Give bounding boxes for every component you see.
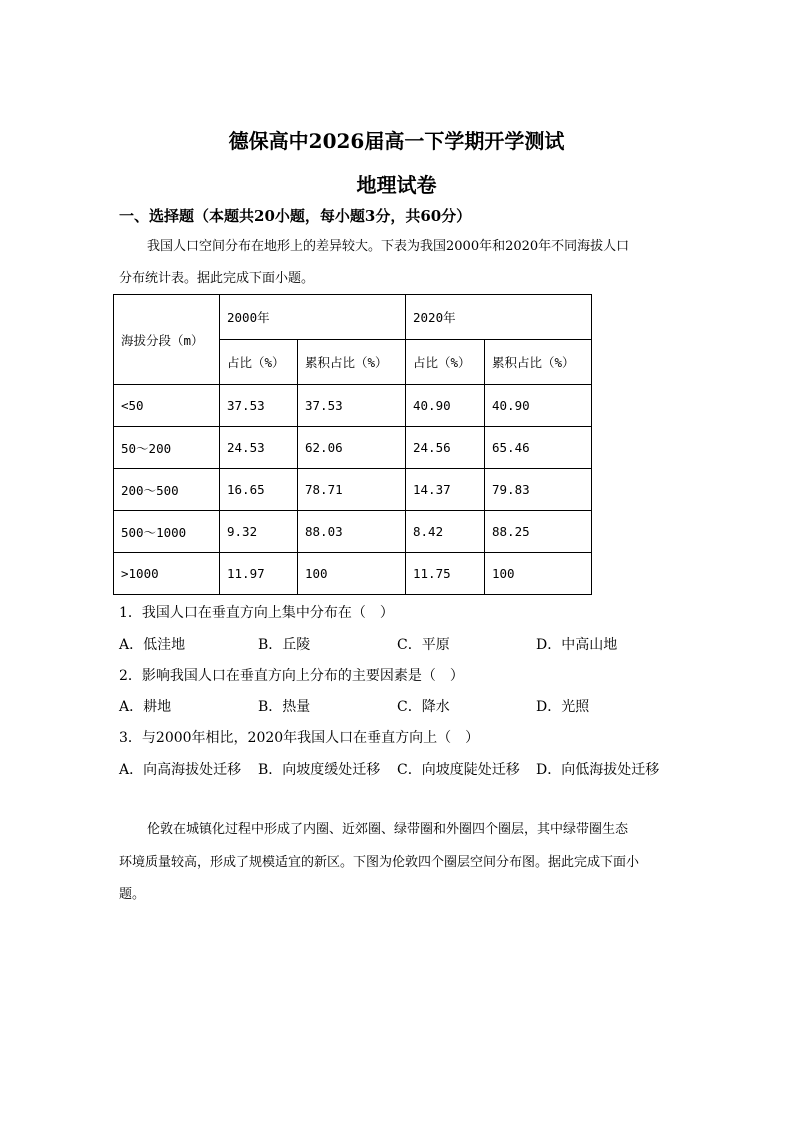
table-cell: 88.03 [298, 511, 406, 553]
table-cell: <50 [114, 385, 220, 427]
table-row [114, 469, 592, 511]
question-1-option-a[interactable]: A．低洼地 [119, 637, 186, 653]
table-header-row [114, 295, 592, 340]
passage-2-line-2: 环境质量较高，形成了规模适宜的新区。下图为伦敦四个圈层空间分布图。据此完成下面小 [119, 855, 640, 870]
subject-title: 地理试卷 [356, 173, 437, 197]
section-heading: 一、选择题（本题共20小题，每小题3分，共60分） [119, 207, 472, 225]
subheader-share-2000: 占比（%） [220, 340, 298, 385]
intro-line-2: 分布统计表。据此完成下面小题。 [119, 271, 315, 286]
elevation-population-table [113, 294, 592, 595]
question-3-option-b[interactable]: B．向坡度缓处迁移 [258, 762, 381, 778]
table-cell: 14.37 [406, 469, 485, 511]
passage-2-line-3: 题。 [119, 887, 146, 902]
table-cell: 24.56 [406, 427, 485, 469]
question-1-option-b[interactable]: B．丘陵 [258, 637, 311, 653]
table-cell: 8.42 [406, 511, 485, 553]
table-cell: 11.75 [406, 553, 485, 595]
table-row [114, 427, 592, 469]
table-cell: 24.53 [220, 427, 298, 469]
question-1-stem: 1．我国人口在垂直方向上集中分布在（ ） [119, 605, 394, 621]
subheader-cumulative-2000: 累积占比（%） [298, 340, 406, 385]
table-cell: 40.90 [406, 385, 485, 427]
table-cell: >1000 [114, 553, 220, 595]
table-row [114, 553, 592, 595]
passage-2-line-1: 伦敦在城镇化过程中形成了内圈、近郊圈、绿带圈和外圈四个圈层，其中绿带圈生态 [147, 822, 629, 837]
subheader-share-2020: 占比（%） [406, 340, 485, 385]
question-1-option-d[interactable]: D．中高山地 [536, 637, 618, 653]
subheader-cumulative-2020: 累积占比（%） [485, 340, 592, 385]
table-row [114, 385, 592, 427]
year-2000-header: 2000年 [220, 295, 406, 340]
table-cell: 62.06 [298, 427, 406, 469]
question-3-option-c[interactable]: C．向坡度陡处迁移 [397, 762, 520, 778]
table-cell: 16.65 [220, 469, 298, 511]
table-cell: 9.32 [220, 511, 298, 553]
table-cell: 37.53 [220, 385, 298, 427]
table-cell: 200～500 [114, 469, 220, 511]
exam-title: 德保高中2026届高一下学期开学测试 [228, 129, 565, 153]
table-cell: 40.90 [485, 385, 592, 427]
table-cell: 65.46 [485, 427, 592, 469]
question-2-option-a[interactable]: A．耕地 [119, 699, 172, 715]
table-cell: 37.53 [298, 385, 406, 427]
table-cell: 100 [298, 553, 406, 595]
table-cell: 11.97 [220, 553, 298, 595]
question-2-option-b[interactable]: B．热量 [258, 699, 311, 715]
table-cell: 78.71 [298, 469, 406, 511]
question-3-option-a[interactable]: A．向高海拔处迁移 [119, 762, 242, 778]
question-2-option-d[interactable]: D．光照 [536, 699, 590, 715]
elevation-header-cell: 海拔分段（m） [114, 295, 220, 385]
year-2020-header: 2020年 [406, 295, 592, 340]
table-cell: 79.83 [485, 469, 592, 511]
table-cell: 500～1000 [114, 511, 220, 553]
question-3-option-d[interactable]: D．向低海拔处迁移 [536, 762, 660, 778]
question-2-stem: 2．影响我国人口在垂直方向上分布的主要因素是（ ） [119, 668, 464, 684]
question-1-option-c[interactable]: C．平原 [397, 637, 450, 653]
table-cell: 100 [485, 553, 592, 595]
question-2-option-c[interactable]: C．降水 [397, 699, 450, 715]
question-3-stem: 3．与2000年相比，2020年我国人口在垂直方向上（ ） [119, 730, 480, 746]
table-cell: 50～200 [114, 427, 220, 469]
intro-line-1: 我国人口空间分布在地形上的差异较大。下表为我国2000年和2020年不同海拔人口 [147, 239, 630, 254]
table-cell: 88.25 [485, 511, 592, 553]
table-row [114, 511, 592, 553]
